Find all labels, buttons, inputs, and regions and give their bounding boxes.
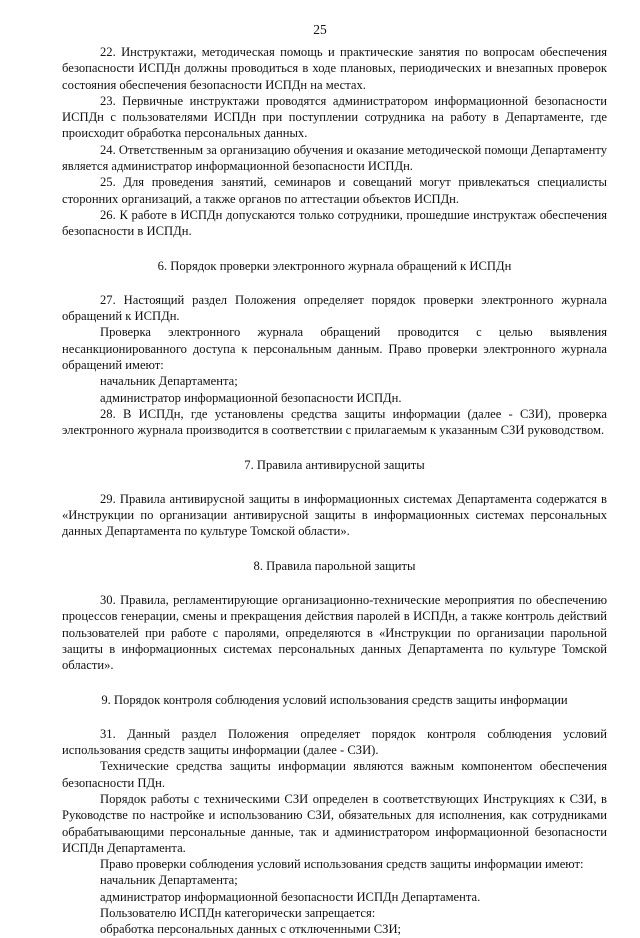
paragraph: начальник Департамента; [100,374,238,389]
paragraph: 29. Правила антивирусной защиты в информационных системах Департамента содержатся в «Инструкции по организации антивирусной защиты в информационных системах персональных данных Департамента по культуре Томской области». [62,491,607,539]
paragraph: администратор информационной безопасности ИСПДн Департамента. [100,889,481,904]
paragraph: Проверка электронного журнала обращений проводится с целью выявления несанкционированного доступа к персональным данным. Право проверки электронного журнала обращений имеют: [62,325,607,373]
paragraph: 24. Ответственным за организацию обучения и оказание методической помощи Департаменту является администратор информационной безопасности ИСПДн. [62,142,607,174]
paragraph: начальник Департамента; [100,873,238,888]
paragraph: 26. К работе в ИСПДн допускаются только сотрудники, прошедшие инструктаж обеспечения безопасности в ИСПДн. [62,207,607,239]
paragraph: 23. Первичные инструктажи проводятся администратором информационной безопасности ИСПДн с пользователями ИСПДн при поступлении сотрудника на работу в Департаменте, где происходит обработка персональных данных. [62,93,607,141]
section-heading: 7. Правила антивирусной защиты [244,457,425,472]
paragraph: обработка персональных данных с отключенными СЗИ; [100,922,402,937]
paragraph: 27. Настоящий раздел Положения определяет порядок проверки электронного журнала обращений к ИСПДн. [62,292,607,324]
section-heading: 9. Порядок контроля соблюдения условий использования средств защиты информации [101,692,568,707]
paragraph: 22. Инструктажи, методическая помощь и практические занятия по вопросам обеспечения безопасности ИСПДн должны проводиться в ходе плановых, периодических и внезапных проверок состояния обеспечения безопасности ИСПДн на местах. [62,45,607,92]
paragraph: Право проверки соблюдения условий использования средств защиты информации имеют: [100,857,584,872]
paragraph: администратор информационной безопасности ИСПДн. [100,390,402,405]
paragraph: Порядок работы с техническими СЗИ определен в соответствующих Инструкциях к СЗИ, в Руководстве по настройке и использованию СЗИ, обязательных для исполнения, как сотрудниками обрабатывающими персональные данные, так и администратором информационной безопасности ИСПДн Департамента. [62,791,607,855]
section-heading: 6. Порядок проверки электронного журнала обращений к ИСПДн [157,258,512,273]
page-number: 25 [313,22,327,37]
paragraph: 28. В ИСПДн, где установлены средства защиты информации (далее - СЗИ), проверка электронного журнала производится в соответствии с прилагаемым к указанным СЗИ руководством. [62,406,607,438]
paragraph: Пользователю ИСПДн категорически запрещается: [100,906,376,921]
paragraph: 30. Правила, регламентирующие организационно-технические мероприятия по обеспечению процессов генерации, смены и прекращения действия паролей в ИСПДн, а также контроль действий пользователей при работе с паролями, определяются в «Инструкции по организации парольной защиты в информационных системах персональных данных Департамента по культуре Томской области». [62,593,607,673]
paragraph: 25. Для проведения занятий, семинаров и совещаний могут привлекаться специалисты сторонних организаций, а также органов по аттестации объектов ИСПДн. [62,175,607,206]
document-body [62,44,607,938]
section-heading: 8. Правила парольной защиты [253,558,416,573]
paragraph: 31. Данный раздел Положения определяет порядок контроля соблюдения условий использования средств защиты информации (далее - СЗИ). [62,726,607,758]
paragraph: Технические средства защиты информации являются важным компонентом обеспечения безопасности ПДн. [62,759,607,790]
